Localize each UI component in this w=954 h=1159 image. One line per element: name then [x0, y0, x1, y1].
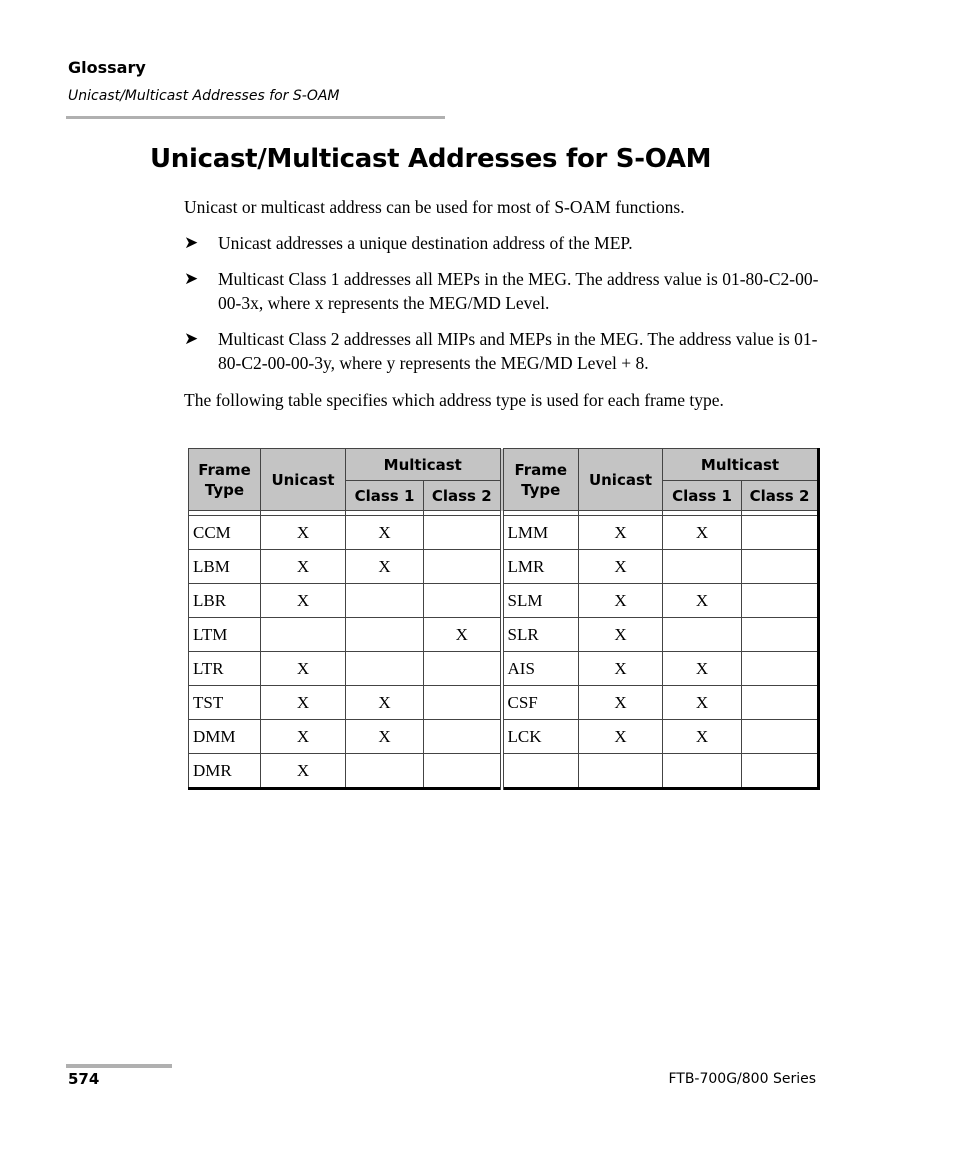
- unicast-cell: [261, 618, 346, 652]
- unicast-cell: X: [261, 754, 346, 789]
- frame-type-cell: CCM: [189, 516, 261, 550]
- class2-cell: [424, 686, 502, 720]
- class2-cell: [424, 754, 502, 789]
- frame-type-cell: LTM: [189, 618, 261, 652]
- unicast-cell: X: [579, 516, 663, 550]
- class1-cell: [346, 652, 424, 686]
- class2-cell: [742, 584, 819, 618]
- frame-type-cell: CSF: [502, 686, 579, 720]
- unicast-cell: [579, 754, 663, 789]
- frame-type-cell: SLM: [502, 584, 579, 618]
- frame-type-cell: LBR: [189, 584, 261, 618]
- arrow-bullet-icon: ➤: [184, 269, 199, 289]
- address-type-table: [188, 448, 820, 790]
- col-header-unicast: Unicast: [261, 449, 346, 511]
- table-row: [189, 584, 819, 618]
- class1-cell: [346, 754, 424, 789]
- class1-cell: [346, 584, 424, 618]
- table-row: [189, 618, 819, 652]
- list-item: [184, 327, 824, 375]
- header-section: Glossary: [68, 58, 146, 77]
- col-header-frame-type: Frame Type: [189, 449, 261, 511]
- product-series: FTB-700G/800 Series: [668, 1071, 816, 1087]
- class2-cell: [742, 550, 819, 584]
- unicast-cell: X: [261, 720, 346, 754]
- class1-cell: X: [346, 550, 424, 584]
- list-item: [184, 231, 824, 255]
- frame-type-cell: DMR: [189, 754, 261, 789]
- frame-type-cell: LTR: [189, 652, 261, 686]
- header-rule: [66, 116, 445, 119]
- unicast-cell: X: [261, 550, 346, 584]
- unicast-cell: X: [579, 584, 663, 618]
- table-row: [189, 686, 819, 720]
- frame-type-cell: [502, 754, 579, 789]
- class1-cell: X: [346, 516, 424, 550]
- class2-cell: [742, 754, 819, 789]
- unicast-cell: X: [579, 550, 663, 584]
- class1-cell: X: [346, 686, 424, 720]
- frame-type-cell: LMR: [502, 550, 579, 584]
- frame-type-cell: LBM: [189, 550, 261, 584]
- class2-cell: [742, 720, 819, 754]
- list-item: [184, 267, 824, 315]
- class2-cell: [424, 516, 502, 550]
- bullet-text: Unicast addresses a unique destination address of the MEP.: [218, 233, 633, 253]
- frame-type-cell: AIS: [502, 652, 579, 686]
- table-intro-paragraph: The following table specifies which address type is used for each frame type.: [184, 390, 724, 410]
- class2-cell: [424, 652, 502, 686]
- arrow-bullet-icon: ➤: [184, 329, 199, 349]
- frame-type-cell: LMM: [502, 516, 579, 550]
- arrow-bullet-icon: ➤: [184, 233, 199, 253]
- unicast-cell: X: [261, 652, 346, 686]
- class1-cell: [663, 618, 742, 652]
- col-header-class2: Class 2: [742, 481, 819, 511]
- footer-rule: [66, 1064, 172, 1068]
- unicast-cell: X: [579, 652, 663, 686]
- col-header-unicast: Unicast: [579, 449, 663, 511]
- class2-cell: [424, 584, 502, 618]
- class1-cell: X: [663, 516, 742, 550]
- class1-cell: [663, 550, 742, 584]
- table-row: [189, 516, 819, 550]
- class1-cell: X: [663, 652, 742, 686]
- class2-cell: [742, 686, 819, 720]
- class1-cell: [663, 754, 742, 789]
- col-header-class1: Class 1: [346, 481, 424, 511]
- col-header-class1: Class 1: [663, 481, 742, 511]
- class1-cell: X: [663, 686, 742, 720]
- bullet-text: Multicast Class 2 addresses all MIPs and MEPs in the MEG. The address value is 01-80-C2-00-00-3y, where y represents the MEG/MD Level + 8.: [218, 329, 818, 373]
- class2-cell: [424, 550, 502, 584]
- unicast-cell: X: [261, 686, 346, 720]
- col-header-multicast: Multicast: [663, 449, 819, 481]
- class2-cell: X: [424, 618, 502, 652]
- unicast-cell: X: [261, 584, 346, 618]
- unicast-cell: X: [261, 516, 346, 550]
- table-row: [189, 652, 819, 686]
- table-row: [189, 754, 819, 789]
- frame-type-cell: LCK: [502, 720, 579, 754]
- table-row: [189, 550, 819, 584]
- col-header-frame-type: Frame Type: [502, 449, 579, 511]
- class2-cell: [742, 652, 819, 686]
- class2-cell: [742, 516, 819, 550]
- frame-type-cell: TST: [189, 686, 261, 720]
- unicast-cell: X: [579, 618, 663, 652]
- unicast-cell: X: [579, 720, 663, 754]
- intro-paragraph: Unicast or multicast address can be used for most of S-OAM functions.: [184, 197, 685, 217]
- bullet-text: Multicast Class 1 addresses all MEPs in the MEG. The address value is 01-80-C2-00-00-3x, where x represents the MEG/MD Level.: [218, 269, 819, 313]
- col-header-class2: Class 2: [424, 481, 502, 511]
- class2-cell: [742, 618, 819, 652]
- class1-cell: [346, 618, 424, 652]
- header-subsection: Unicast/Multicast Addresses for S-OAM: [68, 88, 340, 104]
- class1-cell: X: [663, 584, 742, 618]
- bullet-list: [184, 231, 824, 387]
- page-title: Unicast/Multicast Addresses for S-OAM: [150, 144, 712, 174]
- table-row: [189, 720, 819, 754]
- page-number: 574: [68, 1070, 100, 1088]
- frame-type-cell: DMM: [189, 720, 261, 754]
- col-header-multicast: Multicast: [346, 449, 502, 481]
- frame-type-cell: SLR: [502, 618, 579, 652]
- class1-cell: X: [346, 720, 424, 754]
- unicast-cell: X: [579, 686, 663, 720]
- class2-cell: [424, 720, 502, 754]
- class1-cell: X: [663, 720, 742, 754]
